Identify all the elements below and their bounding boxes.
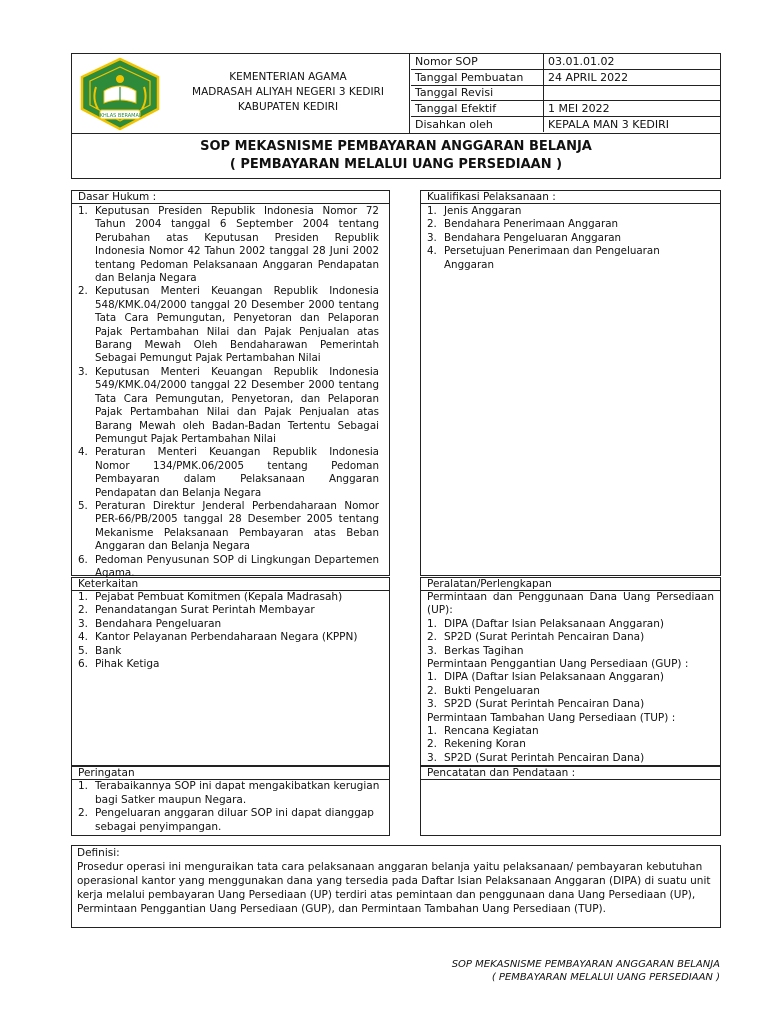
list-item: 1. DIPA (Daftar Isian Pelaksanaan Anggaran) — [427, 671, 664, 684]
list-item: 5. Bank — [78, 644, 122, 657]
peralatan-heading: Peralatan/Perlengkapan — [420, 577, 721, 591]
list-item: 2. Keputusan Menteri Keuangan Republik Indonesia 548/KMK.04/2000 tanggal 20 Desember 2000 tentang Tata Cara Pemungutan, Penyetoran dan Pelaporan Pajak Pertambahan Nilai dan Pajak Penjualan atas Barang Mewah Oleh Bendaharawan Pemerintah Sebagai Pemungut Pajak Pertambahan Nilai — [78, 285, 379, 365]
list-item: 1. DIPA (Daftar Isian Pelaksanaan Anggaran) — [427, 617, 664, 630]
meta-value: 1 MEI 2022 — [544, 101, 721, 117]
peringatan-heading: Peringatan — [71, 766, 390, 780]
meta-label: Tanggal Revisi — [411, 85, 544, 101]
dasar-hukum-heading: Dasar Hukum : — [71, 190, 390, 204]
dasar-hukum-panel — [71, 204, 390, 579]
institution-block — [72, 54, 410, 133]
kemenag-logo-icon — [78, 57, 162, 131]
peralatan-list-up — [421, 618, 720, 658]
list-item: 2. Bukti Pengeluaran — [427, 684, 540, 697]
pencatatan-panel — [420, 780, 721, 836]
list-item: 1. Keputusan Presiden Republik Indonesia Nomor 72 Tahun 2004 tanggal 6 September 2004 tentang Perubahan atas Keputusan Presiden Republik Indonesia Nomor 42 Tahun 2002 tanggal 28 Juni 2002 tentang Pedoman Pelaksanaan Anggaran Pendapatan dan Belanja Negara — [78, 205, 379, 285]
meta-label: Disahkan oleh — [411, 117, 544, 132]
list-item: 1. Terabaikannya SOP ini dapat mengakibatkan kerugian bagi Satker maupun Negara. — [78, 780, 380, 806]
list-item: 3. SP2D (Surat Perintah Pencairan Dana) — [427, 751, 645, 764]
pencatatan-heading: Pencatatan dan Pendataan : — [420, 766, 721, 780]
list-item: 1. Pejabat Pembuat Komitmen (Kepala Madrasah) — [78, 591, 343, 603]
meta-row — [411, 54, 720, 69]
list-item: 5. Peraturan Direktur Jenderal Perbendaharaan Nomor PER-66/PB/2005 tanggal 28 Desember 2005 tentang Mekanisme Pelaksanaan Pembayaran atas Beban Anggaran dan Belanja Negara — [78, 499, 379, 553]
keterkaitan-panel — [71, 591, 390, 766]
list-item: 2. Pengeluaran anggaran diluar SOP ini dapat dianggap sebagai penyimpangan. — [78, 807, 374, 833]
meta-label: Tanggal Efektif — [411, 101, 544, 117]
list-item: 6. Pihak Ketiga — [78, 658, 160, 671]
keterkaitan-heading: Keterkaitan — [71, 577, 390, 591]
list-item: 1. Jenis Anggaran — [427, 205, 522, 217]
list-item: 4. Kantor Pelayanan Perbendaharaan Negara (KPPN) — [78, 631, 358, 644]
sop-meta-table — [411, 54, 720, 132]
list-item: 3. Bendahara Pengeluaran — [78, 617, 222, 630]
peralatan-group-title: Permintaan dan Penggunaan Dana Uang Persediaan (UP): — [427, 591, 714, 617]
institution-line-1: KEMENTERIAN AGAMA — [229, 71, 347, 83]
meta-row — [411, 69, 720, 85]
meta-value: KEPALA MAN 3 KEDIRI — [548, 118, 670, 132]
meta-label: Nomor SOP — [411, 54, 544, 69]
definisi-heading: Definisi: — [77, 847, 120, 859]
kualifikasi-heading: Kualifikasi Pelaksanaan : — [420, 190, 721, 204]
peringatan-list — [72, 780, 389, 834]
meta-value — [544, 85, 721, 101]
peralatan-list-gup — [421, 671, 720, 711]
definisi-text: Prosedur operasi ini menguraikan tata cara pelaksanaan anggaran belanja yaitu pelaksanaan/ pembayaran kebutuhan operasional kantor yang menggunakan dana yang tersedia pada Daftar Isian Pelaksanaan Anggaran (DIPA) di suatu unit kerja melalui pembayaran Uang Persediaan (UP) terdiri atas pemintaan dan penggunaan dana Uang Persediaan (UP), Permintaan Penggantian Uang Persediaan (GUP), dan Permintaan Tambahan Uang Persediaan (TUP). — [77, 861, 711, 915]
footer-line-1: SOP MEKASNISME PEMBAYARAN ANGGARAN BELANJA — [451, 959, 720, 970]
kualifikasi-list — [421, 205, 720, 272]
list-item: 2. Bendahara Penerimaan Anggaran — [427, 218, 619, 231]
footer-line-2: ( PEMBAYARAN MELALUI UANG PERSEDIAAN ) — [491, 972, 720, 983]
list-item: 3. SP2D (Surat Perintah Pencairan Dana) — [427, 698, 645, 711]
list-item: 4. Peraturan Menteri Keuangan Republik Indonesia Nomor 134/PMK.06/2005 tentang Pedoman Pembayaran dalam Pelaksanaan Anggaran Pendapatan dan Belanja Negara — [78, 446, 379, 499]
list-item: 6. Pedoman Penyusunan SOP di Lingkungan Departemen Agama. — [78, 553, 379, 579]
keterkaitan-list — [72, 591, 389, 671]
peralatan-panel — [420, 591, 721, 766]
sop-title — [71, 133, 721, 179]
dasar-hukum-list — [72, 205, 389, 580]
page-footer — [420, 958, 720, 984]
list-item: 2. Penandatangan Surat Perintah Membayar — [78, 604, 315, 617]
peringatan-panel — [71, 780, 390, 836]
title-line-1: SOP MEKASNISME PEMBAYARAN ANGGARAN BELANJA — [200, 139, 592, 154]
list-item: 1. Rencana Kegiatan — [427, 725, 539, 738]
definisi-box — [71, 845, 721, 928]
peralatan-group-title: Permintaan Penggantian Uang Persediaan (GUP) : — [427, 658, 689, 671]
sop-header — [71, 53, 721, 134]
institution-line-2: MADRASAH ALIYAH NEGERI 3 KEDIRI — [192, 86, 384, 98]
list-item: 3. Bendahara Pengeluaran Anggaran — [427, 231, 622, 244]
meta-row — [411, 117, 720, 132]
institution-line-3: KABUPATEN KEDIRI — [237, 101, 339, 113]
institution-name — [172, 70, 404, 115]
meta-label: Tanggal Pembuatan — [411, 69, 544, 85]
meta-row — [411, 85, 720, 101]
peralatan-list-tup — [421, 725, 720, 765]
list-item: 4. Persetujuan Penerimaan dan Pengeluaran Anggaran — [427, 245, 660, 271]
meta-value: 24 APRIL 2022 — [544, 69, 721, 85]
list-item: 3. Keputusan Menteri Keuangan Republik Indonesia 549/KMK.04/2000 tanggal 22 Desember 2000 tentang Tata Cara Pemungutan, Penyetoran, dan Pelaporan Pajak Pertambahan Nilai dan Pajak Penjualan atas Barang Mewah oleh Badan-Badan Tertentu Sebagai Pemungut Pajak Pertambahan Nilai — [78, 365, 379, 445]
title-line-2: ( PEMBAYARAN MELALUI UANG PERSEDIAAN ) — [229, 157, 563, 172]
kualifikasi-panel — [420, 204, 721, 576]
meta-value: 03.01.01.02 — [544, 54, 721, 69]
logo-motto: IKHLAS BERAMAL — [98, 113, 142, 119]
meta-row — [411, 101, 720, 117]
peralatan-group-title: Permintaan Tambahan Uang Persediaan (TUP) : — [427, 711, 676, 724]
list-item: 3. Berkas Tagihan — [427, 644, 524, 657]
list-item: 2. SP2D (Surat Perintah Pencairan Dana) — [427, 631, 645, 644]
list-item: 2. Rekening Koran — [427, 738, 526, 751]
